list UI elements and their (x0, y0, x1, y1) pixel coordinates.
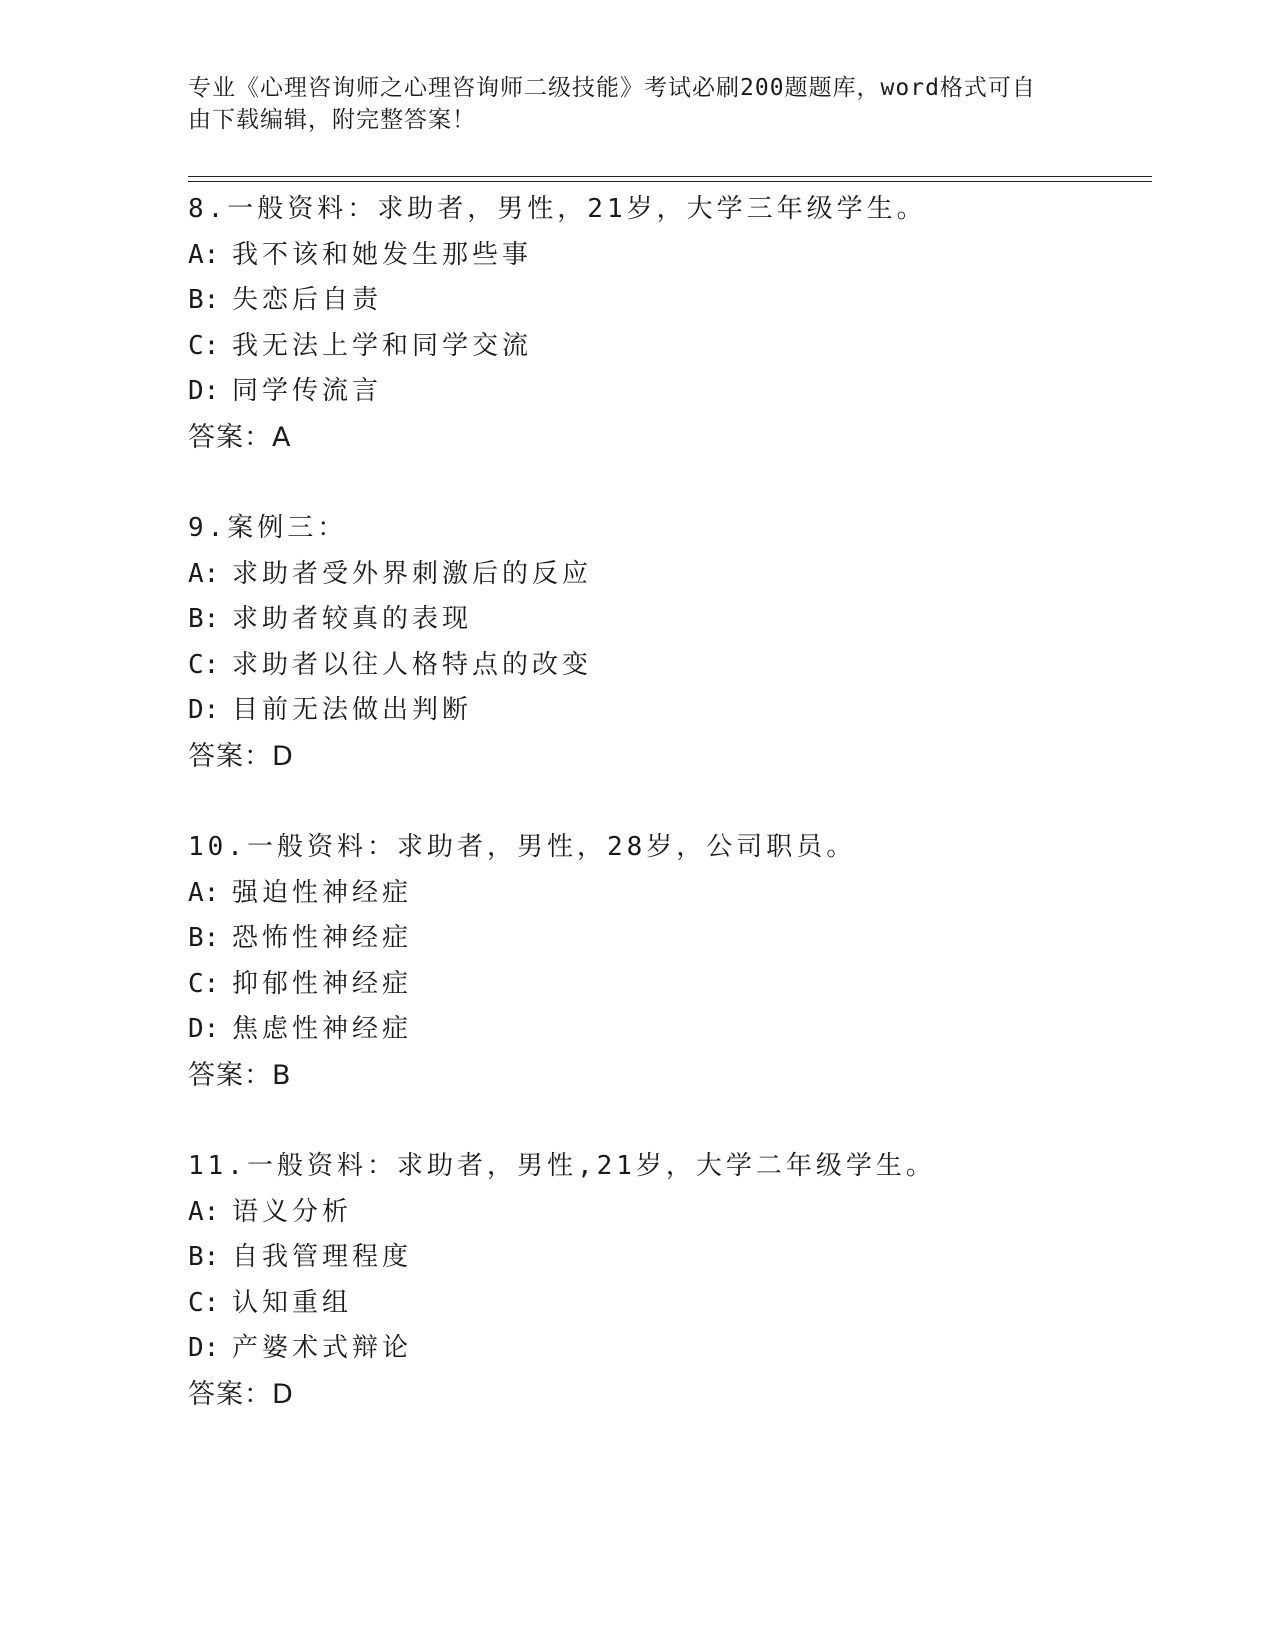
question-8 (188, 187, 1152, 460)
option-text: 自我管理程度 (232, 1242, 413, 1272)
question-stem: 9.案例三： (188, 513, 348, 543)
option-a (188, 1190, 1152, 1236)
option-letter: B: (188, 923, 220, 953)
option-text: 抑郁性神经症 (232, 968, 413, 999)
option-d (188, 369, 1152, 415)
option-c (188, 324, 1152, 370)
answer: 答案：D (188, 1378, 294, 1410)
option-d (188, 688, 1152, 734)
option-letter: B: (188, 285, 220, 315)
option-letter: A: (188, 558, 220, 589)
option-letter: A: (188, 877, 220, 908)
option-text: 我不该和她发生那些事 (232, 239, 533, 270)
header-line-2: 由下载编辑，附完整答案！ (188, 107, 476, 133)
option-text: 强迫性神经症 (232, 877, 413, 908)
option-c (188, 1281, 1152, 1327)
option-letter: C: (188, 1287, 220, 1318)
option-letter: D: (188, 695, 220, 725)
option-letter: D: (188, 1014, 220, 1044)
header-line-1: 专业《心理咨询师之心理咨询师二级技能》考试必刷200题题库，word格式可自 (188, 75, 1036, 101)
answer: 答案：B (188, 1059, 292, 1091)
option-text: 恐怖性神经症 (232, 923, 413, 953)
option-b (188, 916, 1152, 962)
option-d (188, 1007, 1152, 1053)
option-b (188, 278, 1152, 324)
option-letter: A: (188, 1196, 220, 1227)
option-letter: B: (188, 1242, 220, 1272)
header-divider-top (188, 176, 1152, 177)
document-header (188, 72, 1068, 136)
option-text: 求助者较真的表现 (232, 604, 473, 634)
option-text: 求助者受外界刺激后的反应 (232, 558, 593, 589)
answer: 答案：D (188, 740, 294, 772)
option-text: 同学传流言 (232, 376, 383, 406)
option-text: 我无法上学和同学交流 (232, 330, 533, 361)
option-letter: D: (188, 376, 220, 406)
answer: 答案：A (188, 421, 292, 453)
option-text: 语义分析 (232, 1196, 353, 1227)
option-text: 认知重组 (232, 1287, 353, 1318)
option-letter: C: (188, 649, 220, 680)
option-c (188, 643, 1152, 689)
option-d (188, 1326, 1152, 1372)
option-letter: C: (188, 968, 220, 999)
option-b (188, 597, 1152, 643)
option-text: 目前无法做出判断 (232, 695, 473, 725)
option-text: 产婆术式辩论 (232, 1333, 413, 1363)
option-a (188, 552, 1152, 598)
question-11 (188, 1144, 1152, 1417)
option-a (188, 233, 1152, 279)
question-stem: 11.一般资料：求助者，男性,21岁，大学二年级学生。 (188, 1151, 936, 1181)
option-b (188, 1235, 1152, 1281)
option-letter: C: (188, 330, 220, 361)
option-c (188, 962, 1152, 1008)
option-letter: D: (188, 1333, 220, 1363)
header-divider-bottom (188, 181, 1152, 182)
option-letter: B: (188, 604, 220, 634)
option-text: 焦虑性神经症 (232, 1014, 413, 1044)
option-letter: A: (188, 239, 220, 270)
option-a (188, 871, 1152, 917)
question-stem: 8.一般资料：求助者，男性，21岁，大学三年级学生。 (188, 194, 927, 224)
option-text: 求助者以往人格特点的改变 (232, 649, 593, 680)
option-text: 失恋后自责 (232, 285, 383, 315)
question-stem: 10.一般资料：求助者，男性，28岁，公司职员。 (188, 832, 857, 862)
question-10 (188, 825, 1152, 1098)
question-9 (188, 506, 1152, 779)
